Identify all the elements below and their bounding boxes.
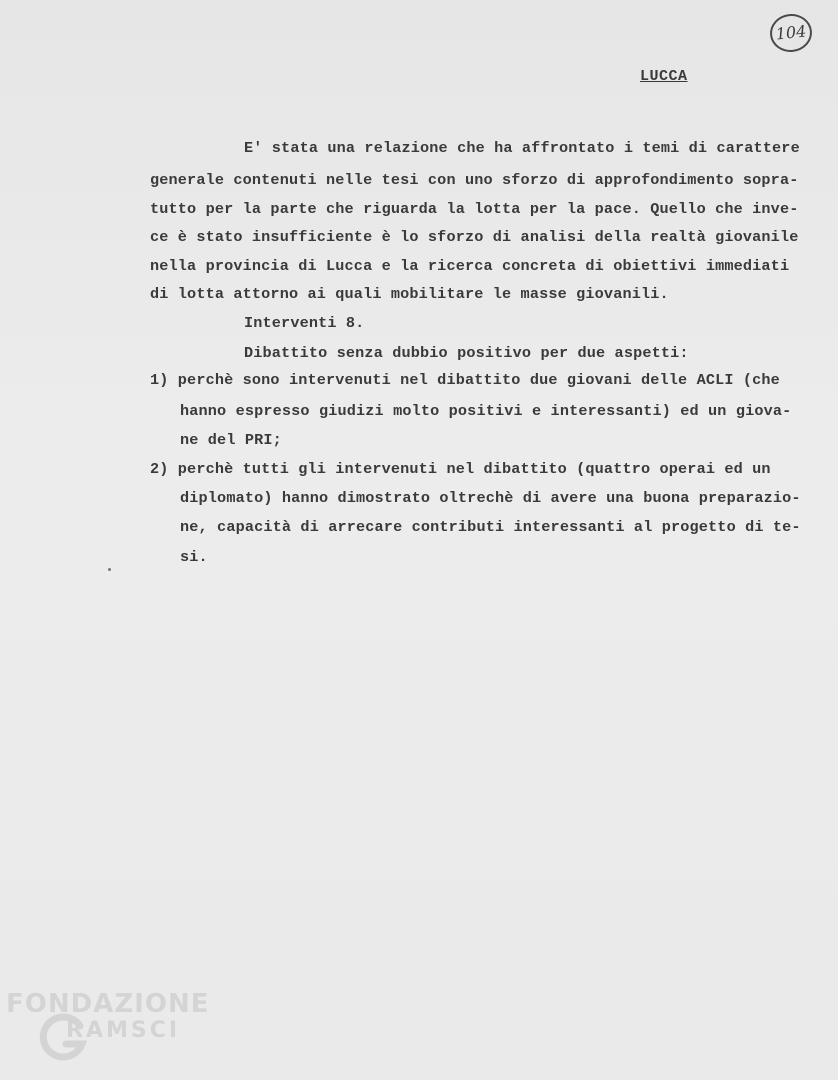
list-item-line: si. — [180, 548, 208, 566]
text-line: E' stata una relazione che ha affrontato i temi di carattere — [244, 139, 800, 157]
watermark-text: RAMSCI — [66, 1018, 181, 1043]
list-item-line: hanno espresso giudizi molto positivi e interessanti) ed un giova- — [180, 402, 792, 420]
text-line: tutto per la parte che riguarda la lotta per la pace. Quello che inve- — [150, 200, 799, 218]
watermark-text: FONDAZIONE — [6, 989, 210, 1019]
list-item-line: 1) perchè sono intervenuti nel dibattito due giovani delle ACLI (che — [150, 371, 780, 389]
paper-speck — [108, 568, 111, 571]
watermark — [6, 990, 209, 1044]
text-line: ce è stato insufficiente è lo sforzo di analisi della realtà giovanile — [150, 228, 799, 246]
text-line: di lotta attorno ai quali mobilitare le masse giovanili. — [150, 285, 669, 303]
g-logo-icon — [36, 1010, 92, 1066]
text-line: nella provincia di Lucca e la ricerca concreta di obiettivi immediati — [150, 257, 790, 275]
list-item-line: 2) perchè tutti gli intervenuti nel dibattito (quattro operai ed un — [150, 460, 771, 478]
text-line: Dibattito senza dubbio positivo per due aspetti: — [244, 344, 689, 362]
list-item-line: ne, capacità di arrecare contributi interessanti al progetto di te- — [180, 518, 801, 536]
text-line: Interventi 8. — [244, 314, 365, 332]
page-number-stamp: 104 — [768, 12, 814, 54]
text-line: generale contenuti nelle tesi con uno sforzo di approfondimento sopra- — [150, 171, 799, 189]
document-title: LUCCA — [640, 68, 688, 85]
list-item-line: diplomato) hanno dimostrato oltrechè di avere una buona preparazio- — [180, 489, 801, 507]
list-item-line: ne del PRI; — [180, 431, 282, 449]
